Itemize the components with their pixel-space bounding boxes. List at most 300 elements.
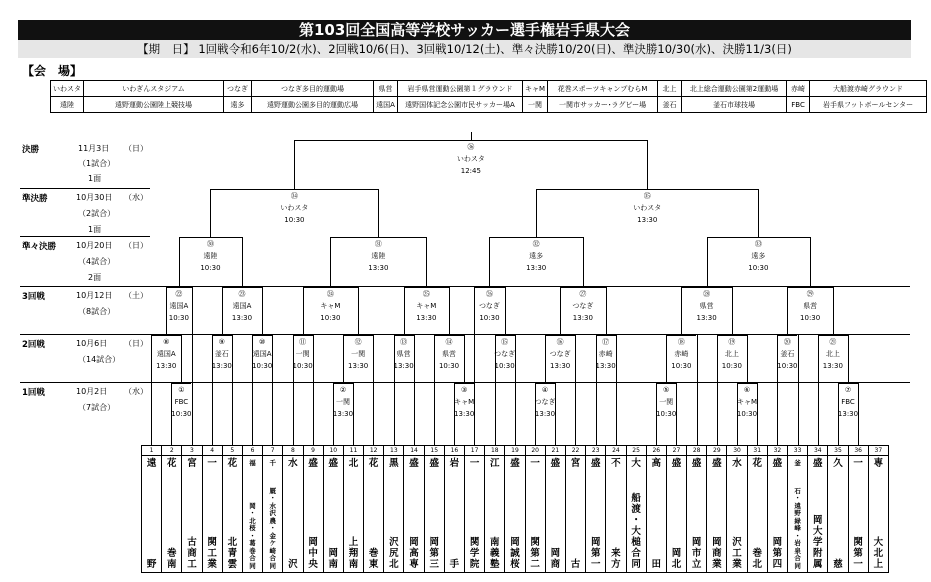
match-time: 10:30 xyxy=(671,362,692,370)
team-name-char: 同 xyxy=(269,561,276,570)
team-name-char: 南 xyxy=(328,559,339,570)
match-no: ㉝ xyxy=(754,240,762,248)
team-name-char: ・ xyxy=(269,494,276,502)
team-name xyxy=(364,456,384,573)
team-name-char: 業 xyxy=(207,559,217,570)
team-name-rest xyxy=(304,537,323,570)
bracket-line xyxy=(717,335,718,445)
bracket-line xyxy=(426,237,427,287)
row-divider xyxy=(20,188,150,189)
team-name-char: 岡 xyxy=(813,515,823,526)
round-name: 3回戦 xyxy=(22,292,45,302)
team-name-rest xyxy=(505,537,524,570)
match-no: ㉘ xyxy=(703,290,711,298)
match-time: 13:30 xyxy=(595,362,616,370)
venue-heading: 【会 場】 xyxy=(22,64,83,78)
team-name-char: 青 xyxy=(227,548,238,559)
team-name xyxy=(586,456,606,573)
team-number: 25 xyxy=(626,446,646,456)
bracket-line xyxy=(404,287,405,335)
match-no: ㊱ xyxy=(467,143,475,151)
team-name-first-char: 久 xyxy=(833,458,843,469)
team-name-char: 合 xyxy=(269,554,276,562)
team-name-char: 関 xyxy=(207,537,217,548)
team-name xyxy=(162,456,182,573)
team-name-char: 渡 xyxy=(631,504,641,515)
team-name xyxy=(747,456,767,573)
team-number: 11 xyxy=(343,446,363,456)
team-name-char: 南 xyxy=(348,559,359,570)
team-name xyxy=(465,456,485,573)
team-name-rest xyxy=(526,537,545,570)
venue-abbr: 北上 xyxy=(658,81,682,97)
match-venue: 遠国A xyxy=(156,350,176,358)
venue-row xyxy=(51,81,927,97)
team-name-char: 巻 xyxy=(368,548,379,559)
team-name-char: 東 xyxy=(368,559,379,570)
round-date: 10月2日 xyxy=(76,387,108,396)
match-venue: 一関 xyxy=(351,350,366,358)
bracket-line xyxy=(474,287,475,445)
team-name-char: 崎 xyxy=(269,546,276,555)
match-time: 10:30 xyxy=(438,362,460,370)
match-venue: いわスタ xyxy=(633,204,662,212)
match-box xyxy=(320,288,340,324)
match-no: ⑤ xyxy=(663,386,670,394)
match-venue: 遠陸 xyxy=(203,252,218,260)
team-name-first-char: 千 xyxy=(269,459,276,467)
team-name-char: 来 xyxy=(611,548,621,559)
team-name xyxy=(242,456,262,573)
team-name-char: 泉 xyxy=(794,546,801,555)
team-name xyxy=(485,456,505,573)
team-name-rest xyxy=(384,537,403,570)
match-box xyxy=(479,288,500,324)
team-name-char: 岡 xyxy=(249,501,256,510)
team-number: 5 xyxy=(222,446,242,456)
venue-abbr: つなぎ xyxy=(224,81,252,97)
match-venue: つなぎ xyxy=(534,398,556,406)
match-venue: 北上 xyxy=(825,350,840,358)
venue-name: 遠野運動公園多目的運動広場 xyxy=(252,97,374,113)
team-name-char: 北 xyxy=(671,559,682,570)
team-name-char: 北 xyxy=(227,537,238,548)
bracket-line xyxy=(757,383,758,445)
venue-name: 岩手県フットボールセンター xyxy=(810,97,927,113)
match-no: ㉗ xyxy=(579,290,587,298)
team-name-char: 桜 xyxy=(249,524,256,532)
team-number: 14 xyxy=(404,446,424,456)
match-no: ⑳ xyxy=(783,338,791,346)
match-box xyxy=(252,336,272,372)
bracket-line xyxy=(471,132,472,140)
team-name-char: 合 xyxy=(631,548,641,559)
venue-table xyxy=(50,80,927,113)
team-name-char: 野 xyxy=(146,559,157,570)
team-number: 7 xyxy=(263,446,283,456)
match-time: 10:30 xyxy=(200,264,221,272)
team-name-char: 北 xyxy=(389,559,399,570)
match-venue: つなぎ xyxy=(494,350,516,358)
team-name-first-char: 水 xyxy=(288,458,298,469)
round-date: 10月30日 xyxy=(76,193,113,202)
match-no: ④ xyxy=(541,386,549,394)
team-name-rest xyxy=(182,537,201,570)
match-box xyxy=(280,190,308,226)
team-name-first-char: 宮 xyxy=(570,458,581,469)
team-number: 6 xyxy=(242,446,262,456)
team-name xyxy=(727,456,747,573)
match-venue: 赤崎 xyxy=(674,350,689,358)
team-name-rest xyxy=(425,537,444,570)
team-name xyxy=(828,456,848,573)
round-fields: 1面 xyxy=(88,225,102,234)
round-day: （水） xyxy=(124,193,148,202)
team-name-char: 義 xyxy=(490,548,500,559)
team-name-char: 岡 xyxy=(691,537,702,548)
match-box xyxy=(633,190,661,226)
team-name-char: 関 xyxy=(530,537,540,548)
match-box xyxy=(748,238,768,274)
match-box xyxy=(293,336,313,372)
team-name-first-char: 花 xyxy=(752,458,762,469)
match-time: 10:30 xyxy=(320,314,341,322)
team-number: 31 xyxy=(747,446,767,456)
team-name-rest xyxy=(687,537,706,570)
team-number: 9 xyxy=(303,446,323,456)
match-no: ㉒ xyxy=(175,290,183,298)
team-name-first-char: 一 xyxy=(853,458,863,469)
match-time: 13:30 xyxy=(534,410,556,418)
team-name xyxy=(707,456,727,573)
team-number: 3 xyxy=(182,446,202,456)
team-name-rest xyxy=(404,537,423,570)
match-box xyxy=(572,288,593,324)
match-time: 10:30 xyxy=(656,410,677,418)
team-name-first-char: 福 xyxy=(249,459,256,467)
venue-abbr: 一関 xyxy=(523,97,548,113)
bracket-line xyxy=(272,335,273,445)
venue-name: 大船渡赤崎グラウンド xyxy=(810,81,927,97)
match-box xyxy=(697,288,717,324)
team-name xyxy=(545,456,565,573)
match-box xyxy=(169,288,189,324)
match-box xyxy=(171,384,191,420)
round-date: 10月12日 xyxy=(76,291,113,300)
team-number: 22 xyxy=(565,446,585,456)
match-box xyxy=(526,238,546,274)
team-name-rest xyxy=(445,559,464,570)
team-name-char: 上 xyxy=(348,537,359,548)
team-name-char: 商 xyxy=(550,559,561,570)
round-games: （2試合） xyxy=(78,209,116,218)
team-name xyxy=(767,456,787,573)
team-number: 32 xyxy=(767,446,787,456)
match-time: 13:30 xyxy=(211,362,232,370)
match-no: ㉙ xyxy=(806,290,814,298)
match-no: ㉜ xyxy=(532,240,540,248)
team-name-char: ・ xyxy=(794,531,801,540)
match-venue: 県営 xyxy=(699,302,714,310)
team-name-first-char: 不 xyxy=(611,458,621,469)
team-number: 13 xyxy=(384,446,404,456)
team-name xyxy=(202,456,222,573)
team-name-rest xyxy=(768,537,787,570)
round-date: 11月3日 xyxy=(78,144,110,153)
match-venue: FBC xyxy=(841,398,855,406)
match-time: 10:30 xyxy=(284,216,305,224)
match-no: ⑱ xyxy=(677,338,685,346)
bracket-line xyxy=(222,287,223,335)
bracket-line xyxy=(303,287,304,335)
match-venue: キャM xyxy=(454,398,475,406)
team-name-char: 槌 xyxy=(631,537,641,548)
team-name-char: 野 xyxy=(794,509,801,517)
match-venue: 遠国A xyxy=(169,302,189,310)
team-number: 24 xyxy=(606,446,626,456)
team-name-char: 沢 xyxy=(732,537,742,548)
bracket-line xyxy=(414,335,415,445)
team-name xyxy=(343,456,363,573)
match-no: ① xyxy=(178,386,185,394)
match-time: 13:30 xyxy=(332,410,354,418)
team-name xyxy=(505,456,525,573)
team-name-char: 中 xyxy=(308,548,318,559)
match-venue: 遠国A xyxy=(252,350,272,358)
team-number: 19 xyxy=(505,446,525,456)
match-time: 10:30 xyxy=(168,314,189,322)
match-time: 13:30 xyxy=(637,216,658,224)
round-day: （土） xyxy=(124,291,148,300)
bracket-line xyxy=(616,335,617,445)
team-name-char: 工 xyxy=(732,548,742,559)
team-name-first-char: 黒 xyxy=(389,458,399,469)
team-name-rest xyxy=(263,488,282,571)
team-name-rest xyxy=(808,515,827,570)
match-time: 10:30 xyxy=(292,362,313,370)
team-name-char: 巻 xyxy=(752,548,762,559)
match-venue: 一関 xyxy=(295,350,310,358)
team-name-char: ・ xyxy=(269,524,276,532)
team-number: 17 xyxy=(465,446,485,456)
bracket-line xyxy=(505,287,506,335)
match-time: 10:30 xyxy=(252,362,273,370)
team-name-char: 関 xyxy=(853,537,863,548)
bracket-line xyxy=(666,335,667,383)
team-name xyxy=(626,456,646,573)
match-box xyxy=(156,336,176,372)
bracket-line xyxy=(151,335,152,445)
team-name xyxy=(525,456,545,573)
team-name-char: 同 xyxy=(249,561,256,570)
team-name-char: 属 xyxy=(813,559,823,570)
team-name-char: 学 xyxy=(469,548,480,559)
match-time: 13:30 xyxy=(526,264,547,272)
team-name-char: 桜 xyxy=(510,559,520,570)
match-time: 13:30 xyxy=(416,314,437,322)
team-name-row xyxy=(142,456,889,573)
team-name-first-char: 北 xyxy=(348,458,359,469)
match-venue: 釜石 xyxy=(780,350,795,358)
team-name-char: 石 xyxy=(794,486,801,495)
venue-abbr: 県営 xyxy=(374,81,398,97)
match-box xyxy=(838,384,858,420)
match-time: 10:30 xyxy=(171,410,192,418)
bracket-line xyxy=(560,287,561,335)
bracket-line xyxy=(242,237,243,287)
team-name-char: 沢 xyxy=(288,559,298,570)
venue-name: 花巻スポーツキャンプむらM xyxy=(548,81,658,97)
match-venue: 一関 xyxy=(659,398,674,406)
team-name-rest xyxy=(748,548,767,570)
match-time: 13:30 xyxy=(393,362,414,370)
venue-name: つなぎ多目的運動場 xyxy=(252,81,374,97)
bracket-line xyxy=(747,335,748,383)
team-name-char: 方 xyxy=(611,559,621,570)
team-name-char: 大 xyxy=(631,526,641,537)
team-name xyxy=(283,456,303,573)
venue-abbr: 遠陸 xyxy=(51,97,84,113)
round-day: （日） xyxy=(124,241,148,250)
team-name-char: 手 xyxy=(449,559,460,570)
team-name-char: 沢 xyxy=(389,537,399,548)
team-name-char: 北 xyxy=(752,559,762,570)
round-name: 1回戦 xyxy=(22,388,45,398)
team-name-char: 第 xyxy=(429,548,439,559)
team-number: 28 xyxy=(687,446,707,456)
team-name-char: 大 xyxy=(873,537,884,548)
team-name-char: 岡 xyxy=(409,537,419,548)
team-name-char: 院 xyxy=(469,559,480,570)
team-name-char: 巻 xyxy=(167,548,177,559)
match-no: ㉚ xyxy=(206,240,214,248)
match-no: ㉟ xyxy=(643,192,651,200)
match-box xyxy=(394,336,414,372)
match-venue: 県営 xyxy=(442,350,457,358)
bracket-line xyxy=(833,287,834,335)
venue-abbr: 遠国A xyxy=(374,97,398,113)
team-name-first-char: 盛 xyxy=(510,458,520,469)
match-venue: 県営 xyxy=(396,350,411,358)
team-name-first-char: 盛 xyxy=(328,458,339,469)
team-name-rest xyxy=(203,537,222,570)
bracket-line xyxy=(358,287,359,335)
team-name-rest xyxy=(162,548,181,570)
match-box xyxy=(671,336,691,372)
team-name-char: 田 xyxy=(651,559,662,570)
match-box xyxy=(348,336,368,372)
team-name-char: 岡 xyxy=(429,537,439,548)
team-name-char: 厩 xyxy=(269,486,276,495)
bracket-line xyxy=(166,287,167,335)
team-name-first-char: 専 xyxy=(873,458,884,469)
team-name-char: 上 xyxy=(873,559,884,570)
match-no: ⑥ xyxy=(743,386,751,394)
team-name-first-char: 一 xyxy=(530,458,540,469)
match-box xyxy=(823,336,843,372)
match-venue: いわスタ xyxy=(280,204,309,212)
match-box xyxy=(368,238,388,274)
bracket-line xyxy=(681,287,682,335)
team-name-char: 専 xyxy=(409,559,419,570)
bracket-line xyxy=(858,383,859,445)
venue-name: 遠野運動公園陸上競技場 xyxy=(84,97,224,113)
match-venue: キャM xyxy=(416,302,437,310)
bracket-line xyxy=(536,189,537,237)
team-name-first-char: 花 xyxy=(167,458,177,469)
team-name xyxy=(424,456,444,573)
match-box xyxy=(737,384,757,420)
team-name-first-char: 花 xyxy=(227,458,238,469)
bracket-line xyxy=(489,237,490,287)
match-box xyxy=(200,238,220,274)
team-name-first-char: 盛 xyxy=(691,458,702,469)
match-box xyxy=(454,384,474,420)
bracket-line xyxy=(330,237,331,287)
match-venue: つなぎ xyxy=(549,350,571,358)
team-name-char: 関 xyxy=(469,537,480,548)
bracket-line xyxy=(373,335,374,445)
match-no: ㉔ xyxy=(326,290,334,298)
team-number: 20 xyxy=(525,446,545,456)
bracket-line xyxy=(294,140,295,189)
team-name-char: 翔 xyxy=(348,548,359,559)
bracket-line xyxy=(179,237,180,287)
match-venue: 遠多 xyxy=(751,252,766,260)
team-name xyxy=(384,456,404,573)
match-box xyxy=(596,336,616,372)
team-number: 34 xyxy=(808,446,828,456)
bracket-line xyxy=(210,189,211,237)
match-no: ⑩ xyxy=(259,338,266,346)
match-box xyxy=(333,384,353,420)
team-name xyxy=(666,456,686,573)
team-name-char: 岡 xyxy=(590,537,601,548)
team-name-rest xyxy=(828,559,847,570)
venue-name: 遠野国体記念公園市民サッカー場A xyxy=(398,97,523,113)
match-time: 13:30 xyxy=(368,264,389,272)
match-venue: 遠国A xyxy=(232,302,252,310)
team-name-rest xyxy=(667,548,686,570)
team-name-char: 高 xyxy=(409,548,419,559)
team-name-char: 一 xyxy=(590,559,601,570)
team-name-char: 岡 xyxy=(510,537,520,548)
team-name-first-char: 盛 xyxy=(813,458,823,469)
team-name-char: 附 xyxy=(813,548,823,559)
match-venue: 北上 xyxy=(724,350,739,358)
team-name-first-char: 釜 xyxy=(794,459,801,467)
team-name xyxy=(222,456,242,573)
match-no: ⑮ xyxy=(501,338,509,346)
match-no: ⑨ xyxy=(218,338,225,346)
team-name-char: 金 xyxy=(269,531,276,540)
bracket-line xyxy=(848,335,849,383)
team-name-rest xyxy=(606,548,625,570)
venue-abbr: いわスタ xyxy=(51,81,84,97)
team-name-rest xyxy=(707,537,726,570)
team-number: 21 xyxy=(545,446,565,456)
team-name-char: 雲 xyxy=(227,559,238,570)
team-name-char: 農 xyxy=(269,516,276,525)
venue-name: 一関市サッカー･ラグビー場 xyxy=(548,97,658,113)
team-name-char: 南 xyxy=(167,559,177,570)
team-name xyxy=(404,456,424,573)
team-name-first-char: 花 xyxy=(368,458,379,469)
match-box xyxy=(656,384,676,420)
round-name: 決勝 xyxy=(22,145,40,155)
match-venue: 釜石 xyxy=(214,350,229,358)
venue-abbr: FBC xyxy=(787,97,810,113)
